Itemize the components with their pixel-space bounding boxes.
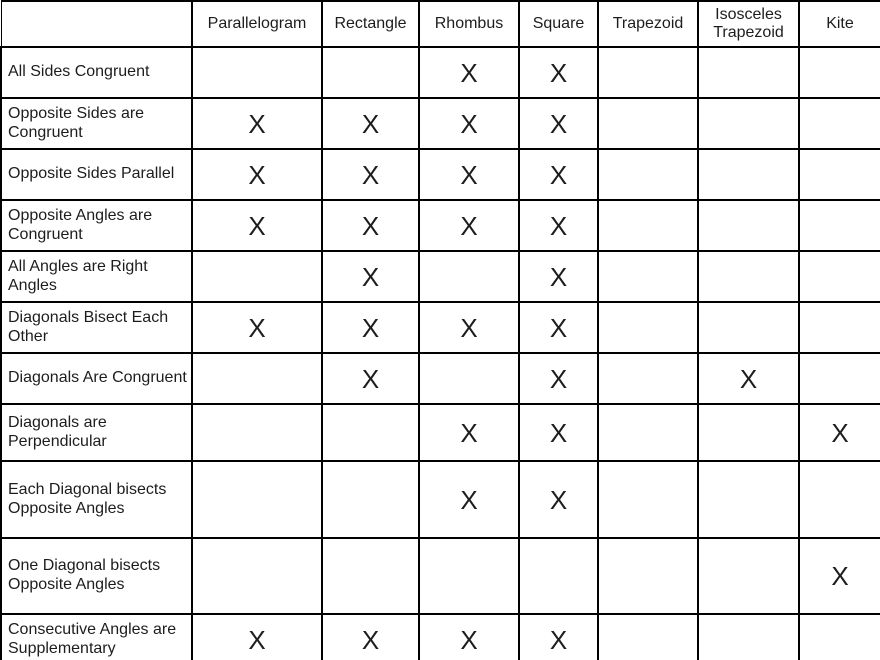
mark-cell: X: [322, 353, 419, 404]
mark-cell: [419, 538, 519, 614]
table-row-one-diagonal-bisects: [1, 538, 880, 614]
mark-cell: [698, 538, 799, 614]
mark-cell: [192, 47, 322, 98]
row-label: All Sides Congruent: [1, 47, 192, 98]
mark-cell: [698, 98, 799, 149]
mark-cell: X: [322, 302, 419, 353]
mark-cell: [322, 47, 419, 98]
mark-cell: [598, 614, 698, 660]
mark-cell: [799, 353, 880, 404]
mark-cell: X: [192, 98, 322, 149]
mark-cell: [799, 251, 880, 302]
header-row: [1, 1, 880, 47]
mark-cell: X: [322, 614, 419, 660]
mark-cell: [698, 302, 799, 353]
table-row-all-angles-right: [1, 251, 880, 302]
mark-cell: X: [799, 538, 880, 614]
column-header-isosceles-trapezoid: Isosceles Trapezoid: [698, 1, 799, 47]
mark-cell: [192, 538, 322, 614]
column-header-parallelogram: Parallelogram: [192, 1, 322, 47]
table-row-each-diagonal-bisects: [1, 461, 880, 538]
mark-cell: X: [419, 302, 519, 353]
mark-cell: X: [799, 404, 880, 461]
mark-cell: X: [192, 200, 322, 251]
column-header-trapezoid: Trapezoid: [598, 1, 698, 47]
mark-cell: [419, 251, 519, 302]
header-empty-cell: [1, 1, 192, 47]
mark-cell: X: [322, 98, 419, 149]
mark-cell: [598, 404, 698, 461]
mark-cell: [598, 98, 698, 149]
mark-cell: X: [419, 98, 519, 149]
row-label: Each Diagonal bisects Opposite Angles: [1, 461, 192, 538]
mark-cell: X: [519, 251, 598, 302]
mark-cell: X: [519, 461, 598, 538]
mark-cell: X: [322, 149, 419, 200]
mark-cell: X: [419, 404, 519, 461]
mark-cell: X: [419, 47, 519, 98]
mark-cell: [192, 404, 322, 461]
mark-cell: [322, 461, 419, 538]
mark-cell: X: [698, 353, 799, 404]
mark-cell: X: [519, 149, 598, 200]
mark-cell: X: [519, 200, 598, 251]
mark-cell: [192, 353, 322, 404]
mark-cell: [698, 461, 799, 538]
mark-cell: [322, 538, 419, 614]
mark-cell: [598, 461, 698, 538]
mark-cell: X: [192, 614, 322, 660]
mark-cell: [598, 251, 698, 302]
row-label: Diagonals are Perpendicular: [1, 404, 192, 461]
mark-cell: X: [419, 614, 519, 660]
mark-cell: [799, 302, 880, 353]
mark-cell: [598, 538, 698, 614]
mark-cell: X: [519, 302, 598, 353]
row-label: One Diagonal bisects Opposite Angles: [1, 538, 192, 614]
row-label: Opposite Sides are Congruent: [1, 98, 192, 149]
table-row-opposite-angles-congruent: [1, 200, 880, 251]
mark-cell: [698, 47, 799, 98]
table-row-diagonals-perpendicular: [1, 404, 880, 461]
mark-cell: [698, 149, 799, 200]
table-row-consecutive-angles-supplementary: [1, 614, 880, 660]
mark-cell: [192, 461, 322, 538]
mark-cell: X: [519, 98, 598, 149]
mark-cell: [598, 302, 698, 353]
mark-cell: [598, 353, 698, 404]
row-label: Opposite Sides Parallel: [1, 149, 192, 200]
mark-cell: [698, 614, 799, 660]
row-label: All Angles are Right Angles: [1, 251, 192, 302]
table-row-diagonals-bisect-each-other: [1, 302, 880, 353]
mark-cell: X: [519, 353, 598, 404]
row-label: Opposite Angles are Congruent: [1, 200, 192, 251]
table-row-diagonals-are-congruent: [1, 353, 880, 404]
mark-cell: [799, 149, 880, 200]
mark-cell: [419, 353, 519, 404]
table-row-opposite-sides-congruent: [1, 98, 880, 149]
mark-cell: [322, 404, 419, 461]
table-row-all-sides-congruent: [1, 47, 880, 98]
mark-cell: X: [192, 149, 322, 200]
column-header-rhombus: Rhombus: [419, 1, 519, 47]
mark-cell: [598, 47, 698, 98]
mark-cell: [192, 251, 322, 302]
mark-cell: [799, 461, 880, 538]
mark-cell: [698, 404, 799, 461]
mark-cell: X: [419, 149, 519, 200]
table-row-opposite-sides-parallel: [1, 149, 880, 200]
mark-cell: X: [322, 200, 419, 251]
mark-cell: X: [519, 47, 598, 98]
row-label: Diagonals Are Congruent: [1, 353, 192, 404]
mark-cell: X: [519, 404, 598, 461]
column-header-square: Square: [519, 1, 598, 47]
mark-cell: X: [419, 461, 519, 538]
column-header-rectangle: Rectangle: [322, 1, 419, 47]
mark-cell: X: [519, 614, 598, 660]
mark-cell: [799, 200, 880, 251]
mark-cell: X: [322, 251, 419, 302]
mark-cell: [698, 200, 799, 251]
row-label: Consecutive Angles are Supplementary: [1, 614, 192, 660]
column-header-kite: Kite: [799, 1, 880, 47]
mark-cell: [598, 200, 698, 251]
mark-cell: [519, 538, 598, 614]
mark-cell: [598, 149, 698, 200]
mark-cell: [799, 47, 880, 98]
mark-cell: [799, 614, 880, 660]
mark-cell: X: [192, 302, 322, 353]
mark-cell: X: [419, 200, 519, 251]
mark-cell: [799, 98, 880, 149]
row-label: Diagonals Bisect Each Other: [1, 302, 192, 353]
mark-cell: [698, 251, 799, 302]
